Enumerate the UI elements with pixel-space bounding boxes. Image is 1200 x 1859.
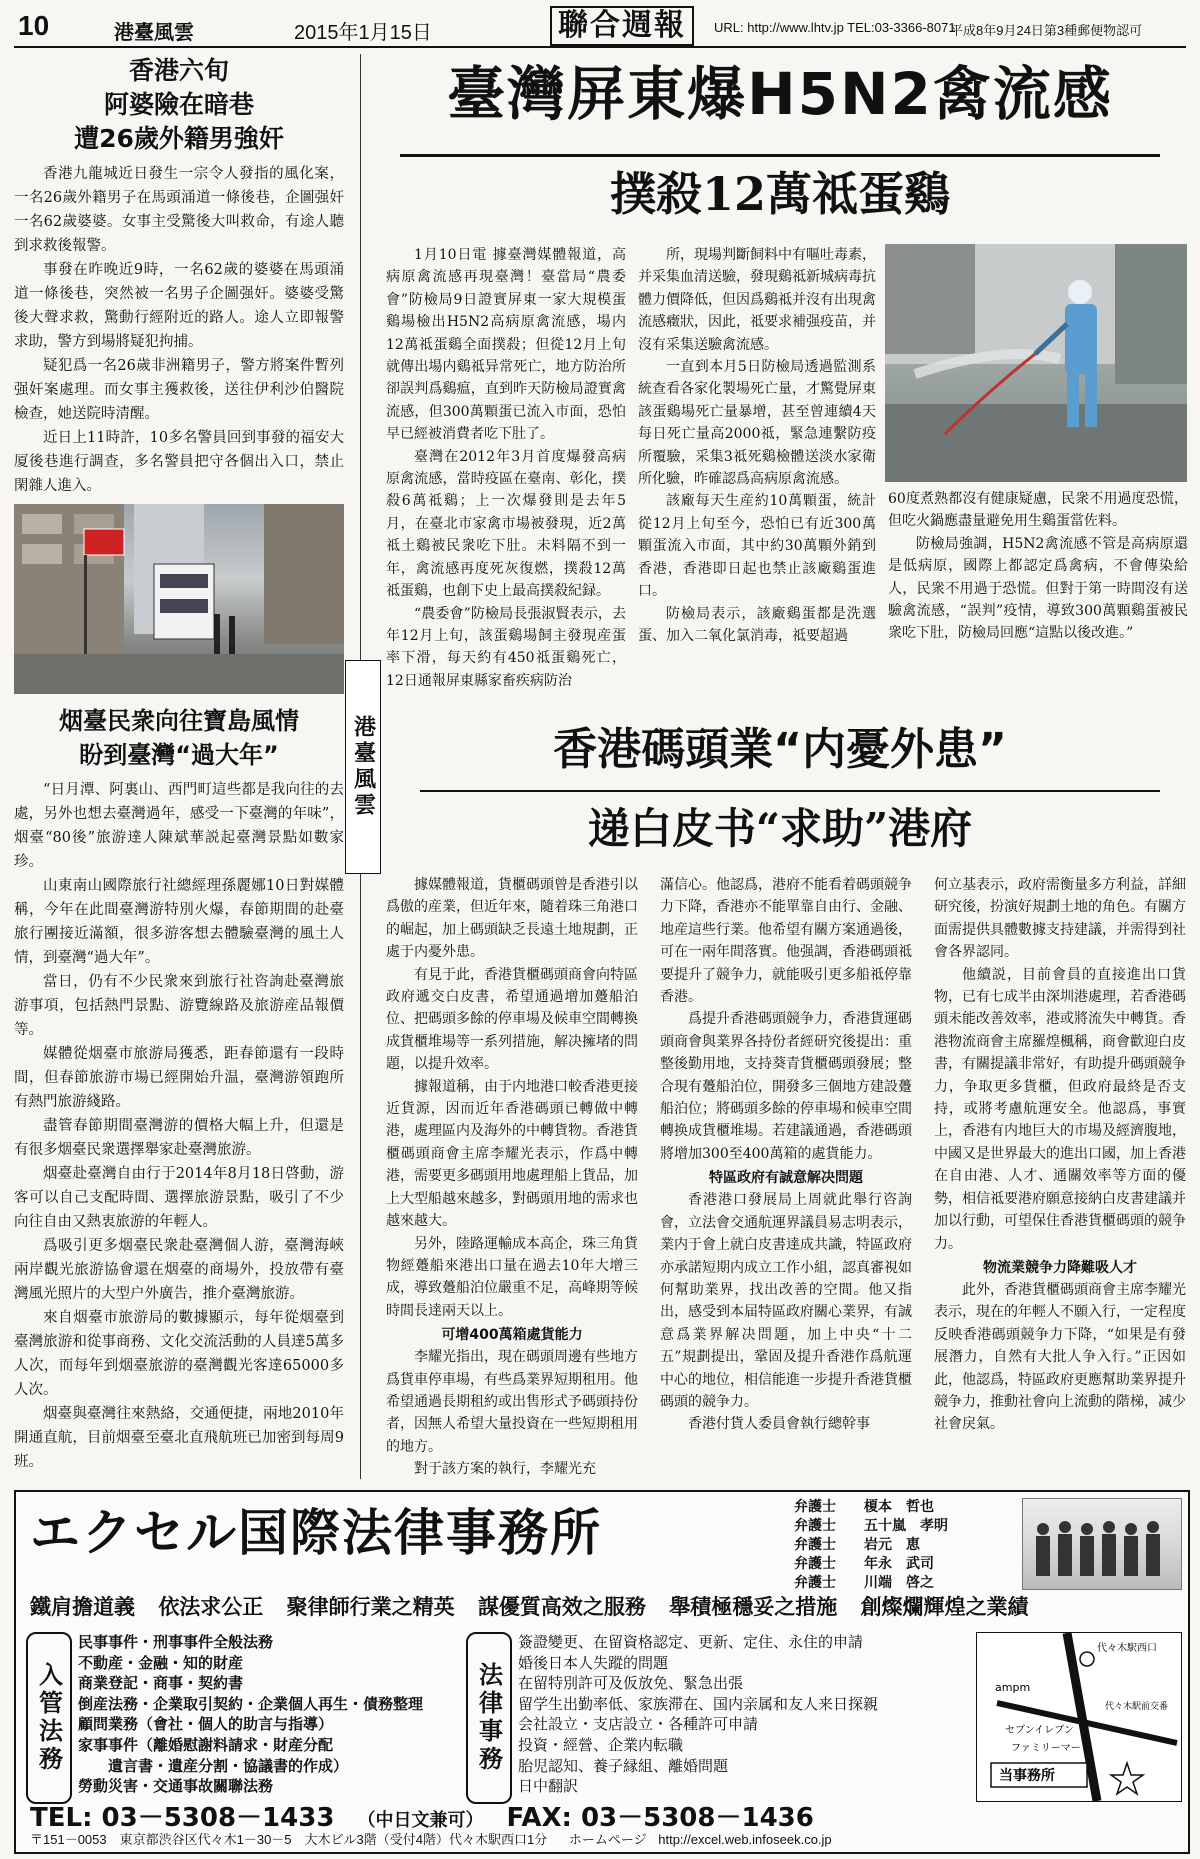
story-yantai-para: 烟臺與臺灣往來熱絡，交通便捷，兩地2010年開通直航，目前烟臺至臺北直飛航班已加密到每周9班。 [14,1406,344,1470]
story-assault-title-2: 阿婆險在暗巷 [103,90,254,119]
headline-bird-flu: 臺灣屏東爆H5N2禽流感 [447,60,1113,128]
slogan: 謀優質高效之服務 [477,1595,646,1619]
lawyer-title: 弁護士 [794,1518,836,1534]
port-subhead: 物流業競争力降難吸人才 [983,1259,1137,1276]
story-assault-para: 近日上11時許，10多名警員回到事發的福安大厦後巷進行調查，多名警員把守各個出入口，禁止閑雜人進入。 [14,430,344,494]
bird-flu-para: 1月10日電 據臺灣媒體報道，高病原禽流感再現臺灣！臺當局“農委會”防檢局9日證實屏東一家大規模蛋鷄場檢出H5N2高病原禽流感，場内12萬祗蛋鷄全面撲殺；但從12月上旬就傳出場内鷄祗异常死亡，地方防治所卻誤判爲鷄瘟，直到昨天防檢局證實禽流感，但300萬顆蛋已流入市面，恐怕早已經被消費者吃下肚了。 [386,247,626,443]
story-assault-para: 事發在昨晚近9時，一名62歲的婆婆在馬頭涌道一條後巷，突然被一名男子企圖强奸。婆婆受驚後大聲求救，驚動行經附近的路人。途人立即報警求助，警方到場將疑犯拘捕。 [14,262,344,350]
paper-masthead: 聯合週報 [550,6,694,46]
disinfection-photo-drawing [885,244,1187,482]
port-para: 對于該方案的執行，李耀光充 [414,1461,596,1478]
service-item: 民事事件・刑事事件全般法務 [78,1633,274,1651]
port-para: 香港付貨人委員會執行總幹事 [688,1416,870,1433]
section-name: 港臺風雲 [114,22,194,44]
story-yantai-para: “日月潭、阿裏山、西門町這些都是我向往的去處，另外也想去臺灣過年，感受一下臺灣的年味”，烟臺“80後”旅游達人陳斌華説起臺灣景點如數家珍。 [14,782,344,870]
port-subhead: 可增400萬箱處貨能力 [441,1327,583,1344]
port-column-3 [934,874,1186,1479]
story-assault-para: 香港九龍城近日發生一宗令人發指的風化案，一名26歲外籍男子在馬頭涌道一條後巷，企圖强奸一名62歲婆婆。女事主受驚後大叫救命，有途人聽到求救後報警。 [14,166,344,254]
service-item: 倒産法務・企業取引契約・企業個人再生・債務整理 [78,1694,424,1713]
port-para: 有見于此，香港貨櫃碼頭商會向特區政府遞交白皮書，希望通過增加躉船泊位、把碼頭多餘的停車場及候車空間轉換成貨櫃堆場等一系列措施，解决擁堵的問題，以提升效率。 [386,966,638,1073]
slogan: 舉積極穩妥之措施 [669,1595,838,1619]
port-para: 此外，香港貨櫃碼頭商會主席李耀光表示，現在的年輕人不願入行，一定程度反映香港碼頭競争力下降，“如果是有發展潛力，自然有大批人争入行。”正因如此，他認爲，特區政府更應幫助業界提升競争力，推動社會向上流動的階梯，减少社會戾氣。 [934,1281,1186,1433]
lawyer-title: 弁護士 [794,1556,836,1572]
story-yantai-para: 當日，仍有不少民衆來到旅行社咨詢赴臺灣旅游事項，包括熱門景點、游覽線路及旅游産品報價等。 [14,974,344,1038]
service-item: 胎児認知、養子縁組、離婚問題 [518,1756,729,1775]
lawyer-name: 川端 啓之 [864,1575,934,1591]
service-item: 日中翻訳 [518,1777,579,1796]
port-subhead: 特區政府有誠意解决問題 [709,1170,863,1187]
slogan: 聚律師行業之精英 [286,1595,455,1619]
headline-rule [400,154,1160,157]
telephone-number: TEL: 03－5308－1433 [30,1803,335,1833]
page-number: 10 [18,10,50,41]
language-note: （中日文兼可） [357,1810,484,1831]
port-para: 何立基表示，政府需衡量多方利益，詳細研究後，扮演好規劃土地的角色。有關方面需提供具體數據支持建議，并需得到社會各界認同。 [934,877,1186,961]
bird-flu-column-2 [638,244,876,704]
story-yantai-para: 爲吸引更多烟臺民衆赴臺灣個人游，臺灣海峽兩岸觀光旅游協會還在烟臺的商場外，投放帶有臺灣風光照片的大型户外廣告，推介臺灣旅游。 [14,1238,344,1302]
left-column [14,54,344,1479]
street-photo [14,504,344,694]
law-firm-slogans [30,1592,1180,1622]
services-list-visa [518,1632,988,1797]
service-item: 会社設立・支店設立・各種許可申請 [518,1715,759,1734]
story-assault-title-1: 香港六旬 [128,56,229,85]
lawyer-entry [794,1555,1014,1574]
bird-flu-column-1 [386,244,626,704]
homepage-url[interactable]: http://excel.web.infoseek.co.jp [658,1832,832,1847]
lawyer-title: 弁護士 [794,1499,836,1515]
slogan: 創燦爛輝煌之業績 [860,1595,1029,1619]
legal-affairs-label: 法律事務 [474,1662,503,1774]
office-map [976,1632,1182,1802]
postal-license: 平成8年9月24日第3種郵便物認可 [950,23,1143,38]
slogan: 依法求公正 [158,1595,264,1619]
service-item: 遺言書・遺産分割・協議書的作成） [108,1756,349,1775]
page-header [14,10,1186,48]
lawyer-entry [794,1574,1014,1593]
service-item: 投資・經營、企業内転職 [518,1735,684,1754]
map-crossing-label: 代々木駅前交番 [1105,1702,1169,1712]
service-item: 勞動災害・交通事故關聯法務 [78,1777,274,1796]
story-yantai-para: 來自烟臺市旅游局的數據顯示，每年從烟臺到臺灣旅游和從事商務、文化交流活動的人員達5萬多人次，而每年到烟臺旅游的臺灣觀光客達65000多人次。 [14,1310,344,1398]
lawyer-name: 岩元 恵 [864,1537,920,1553]
homepage-label: ホームページ [568,1832,647,1847]
story-assault [14,54,344,498]
map-station-label: 代々木駅西口 [1097,1643,1157,1654]
lawyer-entry [794,1498,1014,1517]
bird-flu-para: “農委會”防檢局長張淑賢表示，去年12月上旬，該蛋鷄場飼主發現産蛋率下滑，每天約有450祗蛋鷄死亡，12日通報屏東縣家畜疾病防治 [386,605,626,689]
lawyer-title: 弁護士 [794,1537,836,1553]
url-tel: URL: http://www.lhtv.jp TEL:03-3366-8071 [714,20,956,35]
story-yantai-para: 媒體從烟臺市旅游局獲悉，距春節還有一段時間，但春節旅游市場已經開始升温，臺灣游領跑所有熱門旅游綫路。 [14,1046,344,1110]
lawyer-entry [794,1517,1014,1536]
lawyer-title: 弁護士 [794,1575,836,1591]
service-item: 簽證變更、在留資格認定、更新、定住、永住的申請 [518,1633,864,1651]
service-item: 在留特別許可及仮放免、緊急出張 [518,1674,744,1693]
story-yantai-title-2: 盼到臺灣“過大年” [79,741,279,769]
story-assault-para: 疑犯爲一名26歲非洲籍男子，警方將案件暫列强奸案處理。而女事主獲救後，送往伊利沙伯醫院檢查，她送院時清醒。 [14,358,344,422]
bird-flu-para: 該廠每天生産約10萬顆蛋，統計從12月上旬至今，恐怕已有近300萬顆蛋流入市面，其中約30萬顆外銷到香港，香港即日起也禁止該廠鷄蛋進口。 [638,493,876,600]
issue-date: 2015年1月15日 [294,22,432,44]
law-firm-advert [14,1490,1190,1854]
port-para: 據媒體報道，貨櫃碼頭曾是香港引以爲傲的産業，但近年來，隨着珠三角港口的崛起，加上碼頭缺乏長遠土地規劃，正處于内憂外患。 [386,877,638,961]
map-family-label: ファミリーマート [1011,1743,1091,1754]
address-line [30,1832,1180,1848]
section-vertical-banner [345,660,381,874]
law-firm-name: エクセル国際法律事務所 [30,1504,602,1562]
subheadline-bird-flu: 撲殺12萬祗蛋鷄 [609,167,950,221]
story-yantai [14,704,344,1474]
immigration-label: 入管法務 [34,1662,63,1774]
staff-group-drawing [1023,1499,1181,1589]
story-assault-title-3: 遭26歲外籍男強奸 [74,124,284,153]
fax-number: FAX: 03－5308－1436 [506,1803,814,1833]
bird-flu-para: 防檢局表示，該廠鷄蛋都是洗選蛋、加入二氧化氯消毒，祗要超過 [638,605,876,644]
staff-group-photo [1022,1498,1182,1590]
map-office-label: 当事務所 [999,1768,1055,1784]
port-para: 他續説，目前會員的直接進出口貨物，已有七成半由深圳港處理，若香港碼頭未能改善效率，港或將流失中轉貨。香港物流商會主席羅煌楓稱，商會歡迎白皮書，有關提議非常好，有助提升碼頭競争力，争取更多貨櫃，但政府最終是否支持，或將考慮航運安全。他認爲，事實上，香港有内地巨大的市場及經濟腹地，中國又是世界最大的進出口國，加上香港在自由港、人才、通關效率等方面的優勢，相信祗要港府願意接納白皮書建議并加以行動，可望保住香港貨櫃碼頭的競争力。 [934,966,1186,1252]
lawyer-entry [794,1536,1014,1555]
slogan: 鐵肩擔道義 [30,1595,135,1619]
office-address: 〒151－0053 東京都渋谷区代々木1－30－5 大木ビル3階（受付4階）代々木駅西口1分 [30,1832,548,1847]
immigration-label-box [26,1632,72,1804]
bird-flu-para: 所，現場判斷飼料中有嘔吐毒素，并采集血清送驗，發現鷄祗新城病毒抗體力價降低，但因爲鷄祗并沒有出現禽流感癥狀，因此，祗要求補强疫苗，并沒有采集送驗禽流感。 [638,247,876,353]
service-item: 婚後日本人失蹤的問題 [518,1653,669,1672]
service-item: 顧問業務（會社・個人的助言与指導） [78,1715,334,1734]
bird-flu-column-3 [888,488,1188,706]
port-column-1 [386,874,638,1479]
port-para: 爲提升香港碼頭競争力，香港貨運碼頭商會與業界各持份者經研究後提出：重整後勤用地，支持葵青貨櫃碼頭發展；整合現有躉船泊位，開發多三個地方建設躉船泊位；將碼頭多餘的停車場和候車空間轉换成貨櫃堆場。若建議通過，香港碼頭將增加300至400萬箱的處貨能力。 [660,1011,912,1162]
office-map-drawing [977,1633,1181,1801]
bird-flu-para: 一直到本月5日防檢局透過監測系統查看各家化製場死亡量，才驚覺屏東該蛋鷄場死亡量暴增，甚至曾連續4天每日死亡量高2000祗，緊急連繫防疫所覆驗，采集3祗死鷄檢體送淡水家衛所化驗，昨確認爲高病原禽流感。 [638,359,876,488]
story-yantai-para: 烟臺赴臺灣自由行于2014年8月18日啓動，游客可以自己支配時間、選擇旅游景點，吸引了不少向往自由又熱衷旅游的年輕人。 [14,1166,344,1230]
services-list-civil [78,1632,498,1797]
port-para: 香港港口發展局上周就此舉行咨詢會，立法會交通航運界議員易志明表示，業内于會上就白皮書達成共識，特區政府亦承諾短期内成立工作小組，認真審視如何幫助業界，找出改善的空間。他又指出，感受到本届特區政府關心業界，有誠意爲業界解决問題，加上中央“十二五”規劃提出，鞏固及提升香港作爲航運中心的地位，相信能進一步提升香港貨櫃碼頭的競争力。 [660,1192,912,1410]
lawyer-name: 榎本 哲也 [864,1499,934,1515]
service-item: 商業登記・商事・契約書 [78,1674,244,1693]
legal-affairs-label-box [466,1632,512,1804]
subheadline-port: 递白皮书“求助”港府 [587,804,973,853]
bird-flu-para: 臺灣在2012年3月首度爆發高病原禽流感，當時疫區在臺南、彰化，撲殺6萬祗鷄；上一次爆發則是去年5月，在臺北市家禽市場被發現，近2萬祗土鷄被民衆吃下肚。未料隔不到一年，禽流感再度死灰復燃，撲殺12萬祗蛋鷄，也創下史上最高撲殺紀録。 [386,448,626,600]
map-ampm-label: ampm [995,1681,1031,1694]
bird-flu-para: 60度煮熟都沒有健康疑慮，民衆不用過度恐慌，但吃火鍋應盡量避免用生鷄蛋當佐料。 [888,491,1188,530]
lawyer-name: 五十嵐 孝明 [864,1518,948,1534]
lawyer-list [794,1498,1014,1593]
service-item: 家事事件（離婚慰謝料請求・財産分配 [78,1735,334,1754]
port-para: 李耀光指出，現在碼頭周邊有些地方爲貨車停車場，有些爲業界短期租用。他希望通過長期租約或出售形式予碼頭持份者，因無人希望大量投資在一些短期租用的地方。 [386,1349,638,1455]
disinfection-photo [885,244,1187,482]
lawyer-name: 年永 武司 [864,1556,934,1572]
headline-port-rule [420,790,1160,792]
map-seven-label: セブンイレブン [1005,1725,1074,1736]
service-item: 不動産・金融・知的財産 [78,1653,244,1672]
port-para: 滿信心。他認爲，港府不能看着碼頭競争力下降，香港亦不能單靠自由行、金融、地産這些行業。他希望有關方案通過後，可在一兩年間落實。他强調，香港碼頭祗要提升了競争力，就能吸引更多船祗停靠香港。 [660,877,912,1006]
story-yantai-para: 山東南山國際旅行社總經理孫麗娜10日對媒體稱，今年在此間臺灣游特別火爆，春節期間的赴臺旅行團接近滿額，很多游客想去體驗臺灣的風土人情，到臺灣“過大年”。 [14,878,344,966]
service-item: 留学生出勤率低、家族滞在、国内亲属和友人来日探親 [518,1694,879,1713]
port-para: 據報道稱，由于内地港口較香港更接近貨源，因而近年香港碼頭已轉做中轉港，處理區内及海外的中轉貨物。香港貨櫃碼頭商會主席李耀光表示，作爲中轉港，需要更多碼頭用地處理船上貨品，加上大型船越來越多，對碼頭用地的需求也越來越大。 [386,1078,638,1230]
section-vertical-label: 港臺風雲 [350,715,376,819]
office-star-icon [1111,1763,1143,1794]
port-para: 另外，陸路運輸成本高企，珠三角貨物經躉船來港出口量在過去10年大增三成，導致躉船泊位嚴重不足，高峰期等候時間長達兩天以上。 [386,1235,638,1319]
bird-flu-para: 防檢局強調，H5N2禽流感不管是高病原還是低病原，國際上都認定爲禽病，不會傳染給人，民衆不用過于恐慌。但對于第一時間沒有送驗禽流感，“誤判”疫情，導致300萬顆鷄蛋被民衆吃下肚，防檢局回應“這點以後改進。” [888,535,1188,642]
port-column-2 [660,874,912,1479]
street-photo-drawing [14,504,344,694]
story-yantai-title-1: 烟臺民衆向往寶島風情 [59,707,299,735]
headline-port: 香港碼頭業“内憂外患” [553,724,1007,775]
story-yantai-para: 盡管春節期間臺灣游的價格大幅上升，但還是有很多烟臺民衆選擇舉家赴臺灣旅游。 [14,1118,344,1158]
